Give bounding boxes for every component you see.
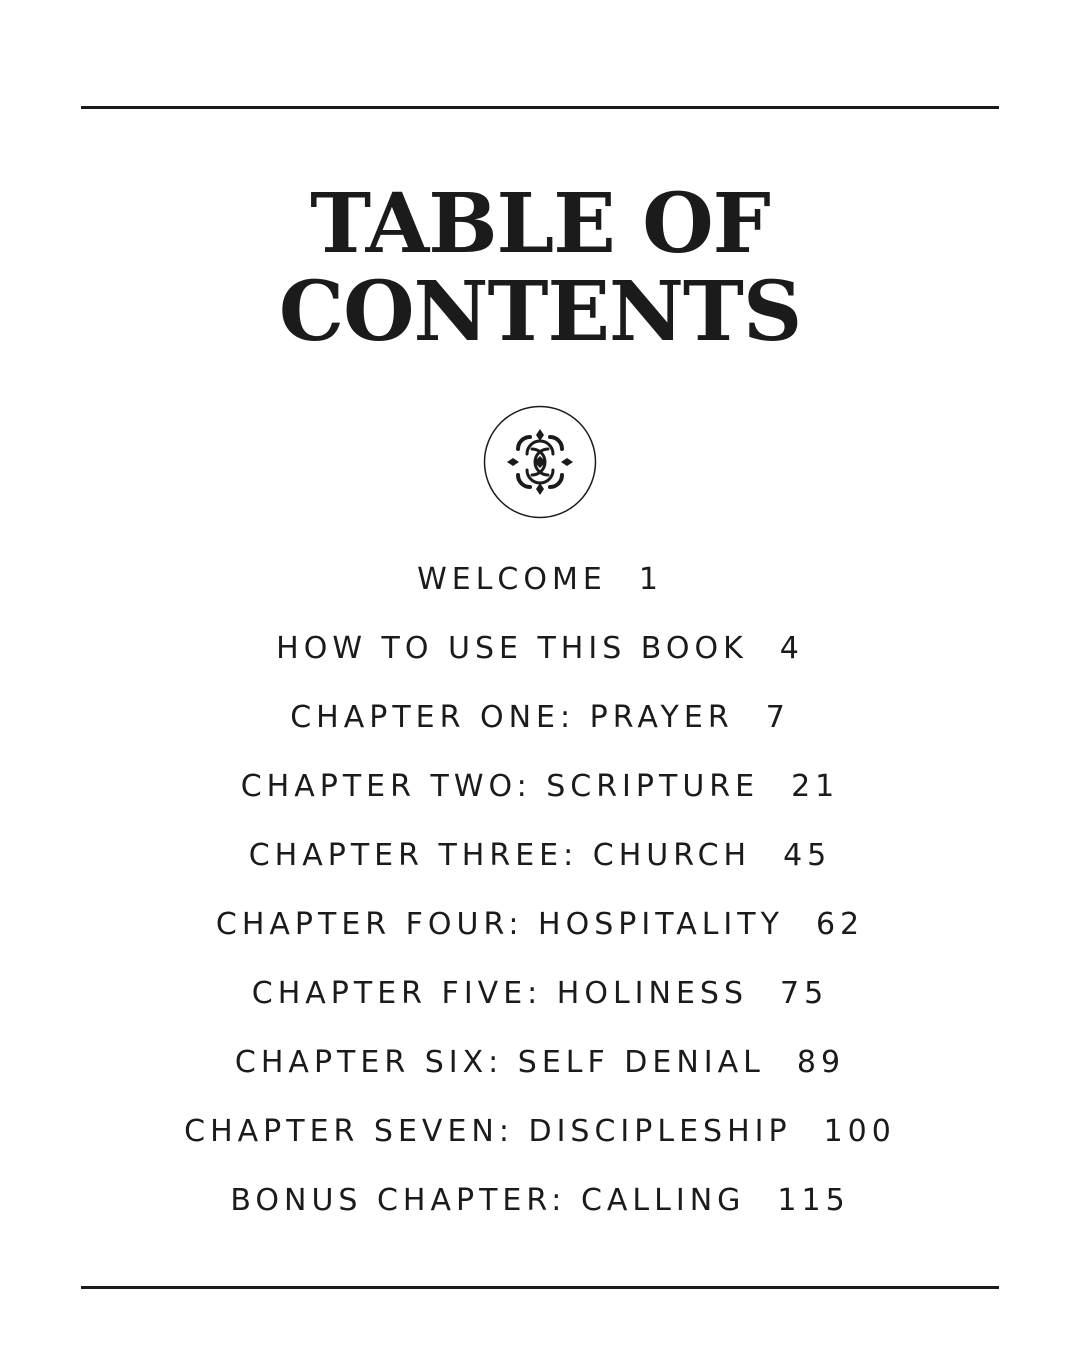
toc-entry-chapter-four (0, 890, 1080, 959)
bottom-divider (81, 1286, 999, 1289)
toc-entry-page-number: 7 (765, 700, 790, 735)
toc-entry-title: BONUS CHAPTER: CALLING (230, 1183, 746, 1218)
toc-entry-page-number: 1 (638, 562, 663, 597)
toc-entry-chapter-six (0, 1028, 1080, 1097)
page-title-line-1: TABLE OF (310, 176, 770, 272)
toc-entry-page-number: 4 (779, 631, 804, 666)
toc-entry-bonus-chapter (0, 1166, 1080, 1235)
toc-entry-title: CHAPTER TWO: SCRIPTURE (240, 769, 760, 804)
top-divider (81, 106, 999, 109)
toc-entry-page-number: 89 (796, 1045, 846, 1080)
toc-entry-chapter-three (0, 821, 1080, 890)
toc-entry-page-number: 115 (777, 1183, 850, 1218)
page-title-line-2: CONTENTS (278, 264, 802, 360)
toc-entry-title: WELCOME (417, 562, 607, 597)
toc-entry-title: CHAPTER SIX: SELF DENIAL (234, 1045, 765, 1080)
toc-entry-chapter-seven (0, 1097, 1080, 1166)
toc-entry-chapter-two (0, 752, 1080, 821)
toc-entry-chapter-five (0, 959, 1080, 1028)
toc-entry-page-number: 45 (783, 838, 832, 873)
page-title (0, 176, 1080, 360)
toc-entry-chapter-one (0, 683, 1080, 752)
toc-entry-title: CHAPTER THREE: CHURCH (248, 838, 752, 873)
table-of-contents (0, 545, 1080, 1235)
toc-entry-page-number: 62 (815, 907, 865, 942)
toc-entry-how-to-use (0, 614, 1080, 683)
toc-entry-page-number: 21 (791, 769, 840, 804)
toc-entry-title: CHAPTER ONE: PRAYER (290, 700, 734, 735)
quatrefoil-ornament-icon (483, 405, 597, 519)
toc-entry-page-number: 100 (823, 1114, 896, 1149)
toc-entry-title: CHAPTER FOUR: HOSPITALITY (215, 907, 784, 942)
toc-entry-title: CHAPTER FIVE: HOLINESS (251, 976, 749, 1011)
toc-entry-title: CHAPTER SEVEN: DISCIPLESHIP (184, 1114, 792, 1149)
toc-entry-welcome (0, 545, 1080, 614)
toc-entry-title: HOW TO USE THIS BOOK (276, 631, 748, 666)
toc-entry-page-number: 75 (780, 976, 829, 1011)
